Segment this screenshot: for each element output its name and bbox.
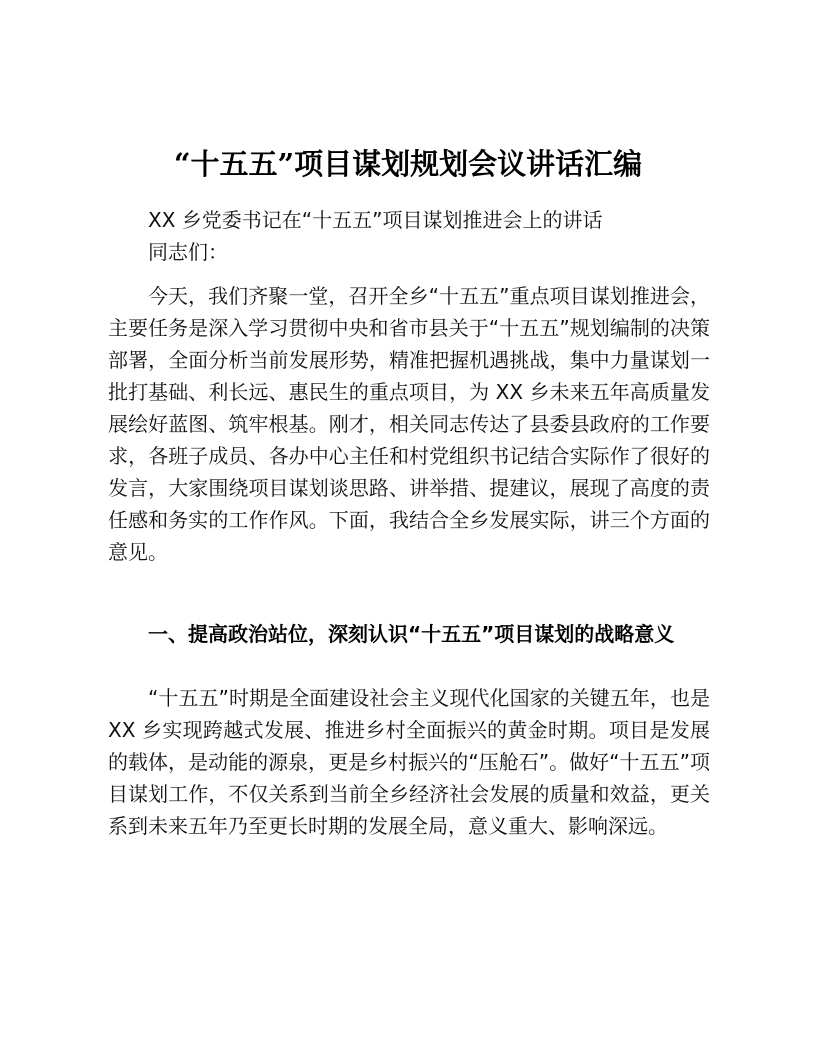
intro-paragraph: 今天，我们齐聚一堂，召开全乡“十五五”重点项目谋划推进会，主要任务是深入学习贯彻中央和省市县关于“十五五”规划编制的决策部署，全面分析当前发展形势，精准把握机遇挑战，集中力量谋划一批打基础、利长远、惠民生的重点项目，为 XX 乡未来五年高质量发展绘好蓝图、筑牢根基。刚才，相关同志传达了县委县政府的工作要求，各班子成员、各办中心主任和村党组织书记结合实际作了很好的发言，大家围绕项目谋划谈思路、讲举措、提建议，展现了高度的责任感和务实的工作作风。下面，我结合全乡发展实际，讲三个方面的意见。 xyxy=(108,284,710,564)
speech-greeting: 同志们： xyxy=(148,240,228,264)
section-one-heading: 一、提高政治站位，深刻认识“十五五”项目谋划的战略意义 xyxy=(148,622,675,646)
document-title: “十五五”项目谋划规划会议讲话汇编 xyxy=(173,147,643,181)
speech-subtitle: XX 乡党委书记在“十五五”项目谋划推进会上的讲话 xyxy=(148,208,603,232)
section-one-paragraph: “十五五”时期是全面建设社会主义现代化国家的关键五年，也是 XX 乡实现跨越式发展、推进乡村全面振兴的黄金时期。项目是发展的载体，是动能的源泉，更是乡村振兴的“压舱石”。做好“十五五”项目谋划工作，不仅关系到当前全乡经济社会发展的质量和效益，更关系到未来五年乃至更长时期的发展全局，意义重大、影响深远。 xyxy=(108,686,710,838)
